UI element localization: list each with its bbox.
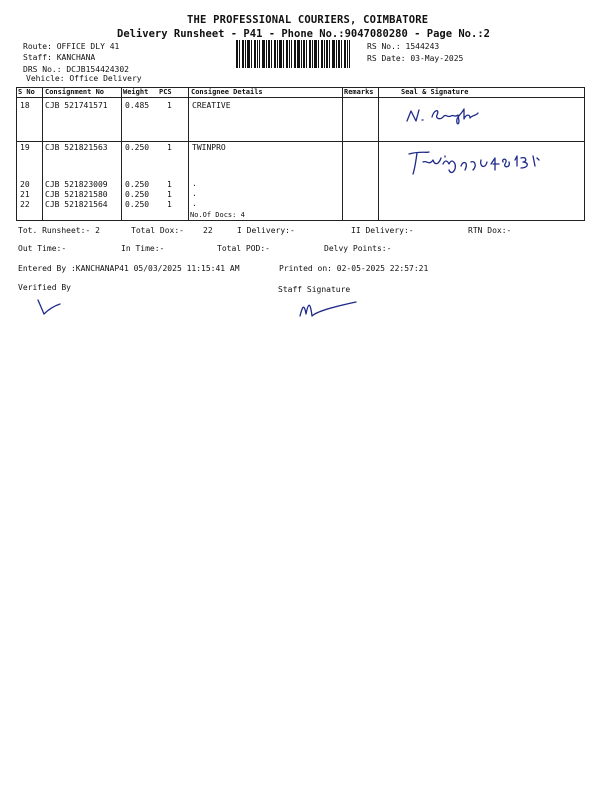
verified-signature-image — [36, 296, 64, 318]
row-19-sno: 19 — [20, 143, 30, 152]
no-of-docs: No.Of Docs: 4 — [190, 211, 245, 219]
row-18-weight: 0.485 — [125, 101, 150, 110]
col-consignee-header: Consignee Details — [191, 88, 263, 96]
in-time: In Time:- — [121, 244, 165, 253]
row-19-signature-image — [405, 148, 555, 178]
tot-runsheet: Tot. Runsheet:- 2 — [18, 226, 100, 235]
row-18-sno: 18 — [20, 101, 30, 110]
staff-text: Staff: KANCHANA — [23, 53, 96, 62]
row-20-consignment: CJB 521823009 — [45, 180, 108, 189]
printed-on: Printed on: 02-05-2025 22:57:21 — [279, 264, 429, 273]
col-consignment-header: Consignment No — [45, 88, 105, 96]
col-remarks-header: Remarks — [344, 88, 374, 96]
rs-date-text: RS Date: 03-May-2025 — [367, 54, 464, 63]
col-weight-header: Weight — [123, 88, 149, 96]
barcode-image — [236, 40, 350, 68]
total-dox-label: Total Dox:- — [131, 226, 184, 235]
row-22-sno: 22 — [20, 200, 30, 209]
row-22-consignee: . — [192, 199, 197, 208]
staff-signature-label: Staff Signature — [278, 285, 351, 294]
row-20-weight: 0.250 — [125, 180, 150, 189]
runsheet-title: Delivery Runsheet - P41 - Phone No.:9047080280 - Page No.:2 — [117, 28, 490, 40]
company-title: THE PROFESSIONAL COURIERS, COIMBATORE — [187, 14, 429, 26]
route-text: Route: OFFICE DLY 41 — [23, 42, 120, 51]
ii-delivery: II Delivery:- — [351, 226, 414, 235]
row-18-signature-image — [404, 105, 484, 127]
rs-no-text: RS No.: 1544243 — [367, 42, 440, 51]
verified-by-label: Verified By — [18, 283, 71, 292]
row-19-pcs: 1 — [167, 143, 172, 152]
delvy-points: Delvy Points:- — [324, 244, 392, 253]
out-time: Out Time:- — [18, 244, 67, 253]
row-22-consignment: CJB 521821564 — [45, 200, 108, 209]
row-21-consignment: CJB 521821580 — [45, 190, 108, 199]
drs-no-text: DRS No.: DCJB154424302 — [23, 65, 129, 74]
row-20-consignee: . — [192, 179, 197, 188]
col-sno-header: S No — [18, 88, 35, 96]
row-20-sno: 20 — [20, 180, 30, 189]
rtn-dox: RTN Dox:- — [468, 226, 512, 235]
vehicle-text: Vehicle: Office Delivery — [26, 74, 142, 83]
row-19-consignee: TWINPRO — [192, 143, 226, 152]
staff-signature-image — [296, 298, 360, 320]
col-pcs-header: PCS — [159, 88, 172, 96]
row-22-weight: 0.250 — [125, 200, 150, 209]
i-delivery: I Delivery:- — [237, 226, 295, 235]
row-21-consignee: . — [192, 189, 197, 198]
row-18-consignee: CREATIVE — [192, 101, 231, 110]
entered-by: Entered By :KANCHANAP41 05/03/2025 11:15:41 AM — [18, 264, 240, 273]
row-19-consignment: CJB 521821563 — [45, 143, 108, 152]
col-seal-header: Seal & Signature — [401, 88, 469, 96]
row-22-pcs: 1 — [167, 200, 172, 209]
row-19-weight: 0.250 — [125, 143, 150, 152]
row-21-sno: 21 — [20, 190, 30, 199]
total-pod: Total POD:- — [217, 244, 270, 253]
row-18-consignment: CJB 521741571 — [45, 101, 108, 110]
row-21-pcs: 1 — [167, 190, 172, 199]
total-dox-value: 22 — [203, 226, 213, 235]
row-18-pcs: 1 — [167, 101, 172, 110]
row-20-pcs: 1 — [167, 180, 172, 189]
row-21-weight: 0.250 — [125, 190, 150, 199]
